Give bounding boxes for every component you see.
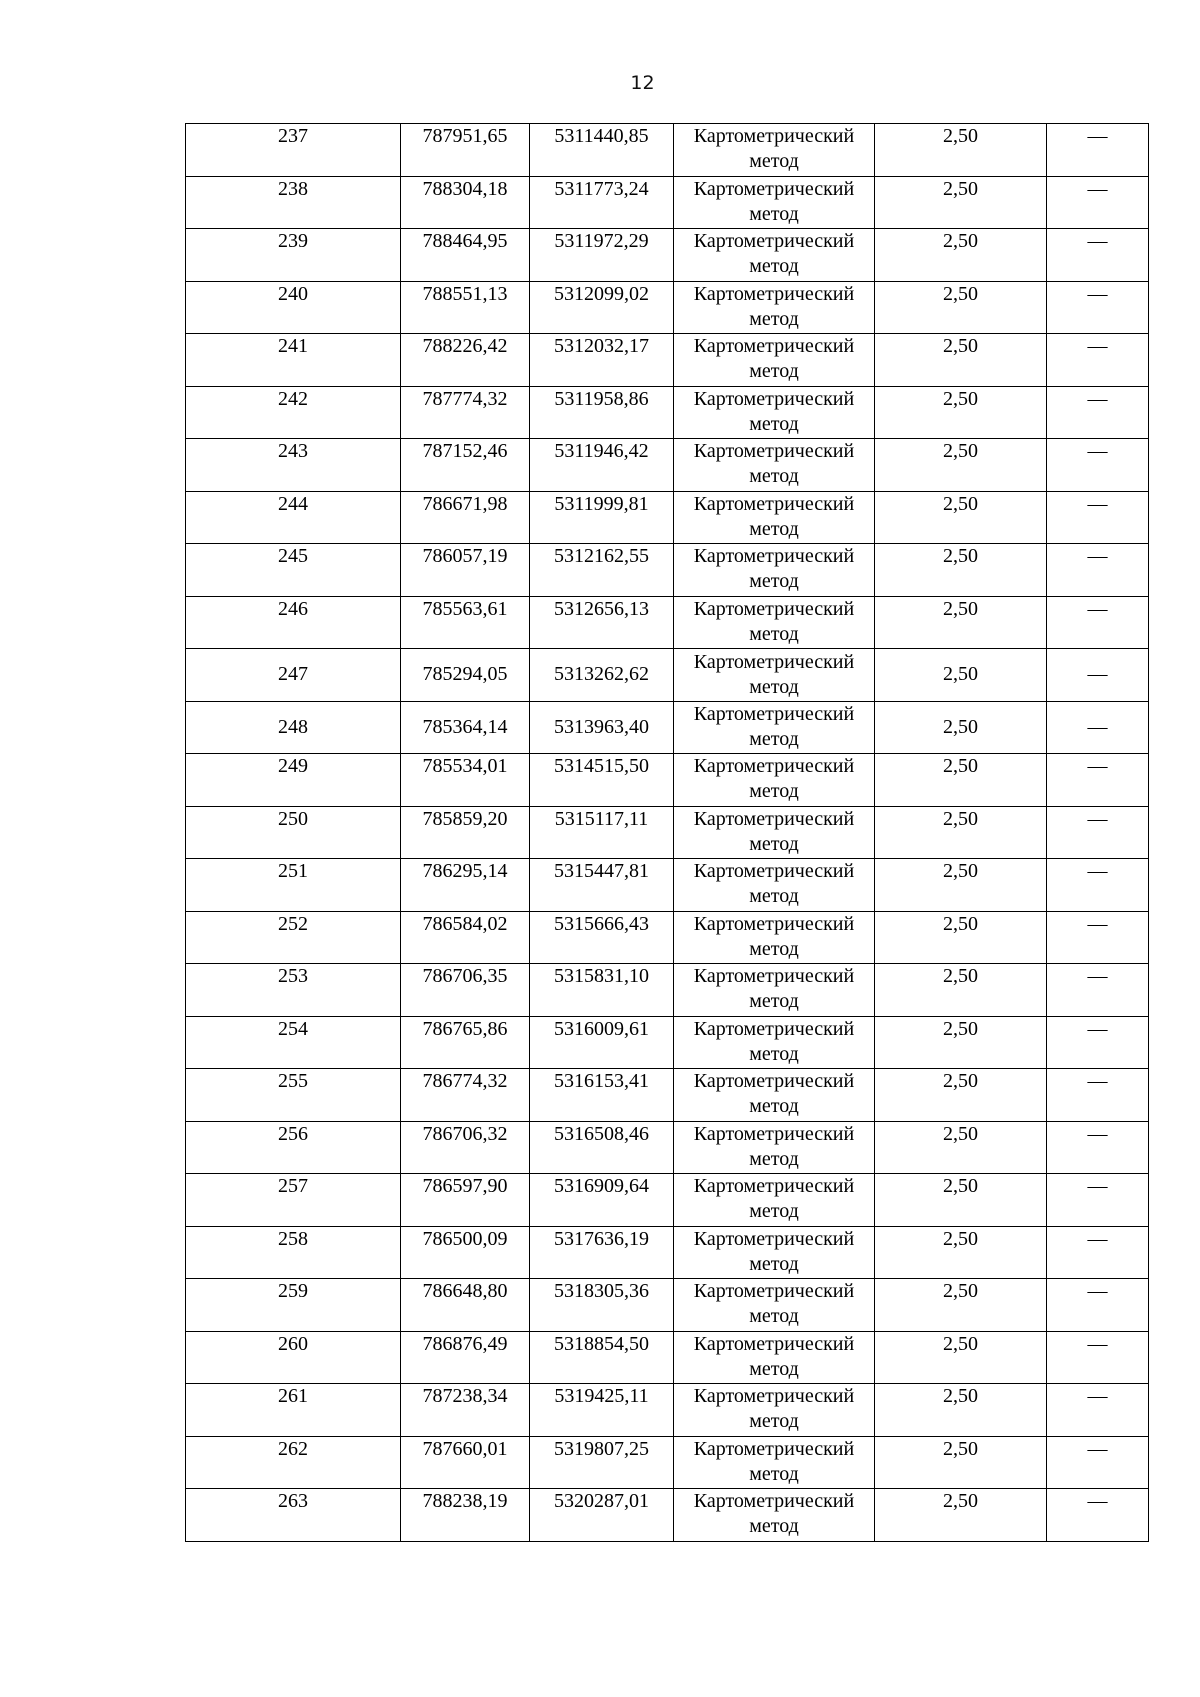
accuracy-cell: 2,50 [875,1384,1047,1437]
accuracy-cell: 2,50 [875,229,1047,282]
accuracy-cell: 2,50 [875,911,1047,964]
note-cell: — [1047,701,1149,754]
method-line-2: метод [749,1147,799,1170]
y-coordinate-cell: 5319807,25 [530,1436,674,1489]
table-row [186,1121,1149,1174]
note-cell: — [1047,386,1149,439]
accuracy-cell: 2,50 [875,1121,1047,1174]
y-coordinate-cell: 5311773,24 [530,176,674,229]
x-coordinate-cell: 786876,49 [401,1331,530,1384]
x-coordinate-cell: 786765,86 [401,1016,530,1069]
table-row [186,859,1149,912]
y-coordinate-cell: 5313963,40 [530,701,674,754]
table-row [186,124,1149,177]
point-number-cell: 243 [186,439,401,492]
point-number-cell: 237 [186,124,401,177]
method-line-1: Картометрический [693,440,855,462]
x-coordinate-cell: 787660,01 [401,1436,530,1489]
method-line-2: метод [749,675,799,698]
x-coordinate-cell: 785364,14 [401,701,530,754]
method-line-2: метод [749,412,799,435]
point-number-cell: 239 [186,229,401,282]
y-coordinate-cell: 5315831,10 [530,964,674,1017]
method-cell [674,544,875,597]
note-cell: — [1047,439,1149,492]
point-number-cell: 253 [186,964,401,1017]
point-number-cell: 256 [186,1121,401,1174]
table-row [186,334,1149,387]
x-coordinate-cell: 787774,32 [401,386,530,439]
point-number-cell: 258 [186,1226,401,1279]
method-line-2: метод [749,1305,799,1327]
accuracy-cell: 2,50 [875,596,1047,649]
note-cell: — [1047,806,1149,859]
note-cell: — [1047,334,1149,387]
accuracy-cell: 2,50 [875,439,1047,492]
x-coordinate-cell: 786597,90 [401,1174,530,1227]
method-line-2: метод [749,360,799,382]
method-cell [674,859,875,912]
accuracy-cell: 2,50 [875,386,1047,439]
accuracy-cell: 2,50 [875,701,1047,754]
table-row [186,491,1149,544]
table-row [186,1489,1149,1542]
x-coordinate-cell: 785534,01 [401,754,530,807]
y-coordinate-cell: 5317636,19 [530,1226,674,1279]
point-number-cell: 255 [186,1069,401,1122]
method-line-1: Картометрический [693,545,855,567]
accuracy-cell: 2,50 [875,334,1047,387]
method-cell [674,1016,875,1069]
method-cell [674,806,875,859]
point-number-cell: 254 [186,1016,401,1069]
method-line-1: Картометрический [693,1332,855,1355]
method-line-1: Картометрический [693,1122,855,1145]
x-coordinate-cell: 786706,35 [401,964,530,1017]
note-cell: — [1047,124,1149,177]
y-coordinate-cell: 5312656,13 [530,596,674,649]
table-row [186,754,1149,807]
y-coordinate-cell: 5312162,55 [530,544,674,597]
method-line-1: Картометрический [693,177,855,200]
accuracy-cell: 2,50 [875,754,1047,807]
page-number: 12 [630,72,655,94]
x-coordinate-cell: 786648,80 [401,1279,530,1332]
accuracy-cell: 2,50 [875,859,1047,912]
method-line-2: метод [749,622,799,645]
y-coordinate-cell: 5319425,11 [530,1384,674,1437]
method-line-1: Картометрический [693,965,855,987]
method-line-2: метод [749,150,799,172]
y-coordinate-cell: 5314515,50 [530,754,674,807]
table-row [186,806,1149,859]
accuracy-cell: 2,50 [875,806,1047,859]
x-coordinate-cell: 785563,61 [401,596,530,649]
note-cell: — [1047,1384,1149,1437]
x-coordinate-cell: 786671,98 [401,491,530,544]
note-cell: — [1047,1016,1149,1069]
method-line-2: метод [749,1357,799,1380]
table-row [186,386,1149,439]
accuracy-cell: 2,50 [875,964,1047,1017]
table-row [186,1226,1149,1279]
accuracy-cell: 2,50 [875,1069,1047,1122]
method-line-1: Картометрический [693,492,855,515]
method-cell [674,491,875,544]
note-cell: — [1047,1121,1149,1174]
point-number-cell: 252 [186,911,401,964]
y-coordinate-cell: 5315666,43 [530,911,674,964]
y-coordinate-cell: 5318854,50 [530,1331,674,1384]
method-line-1: Картометрический [693,1017,855,1040]
method-cell [674,334,875,387]
x-coordinate-cell: 786706,32 [401,1121,530,1174]
method-cell [674,596,875,649]
table-row [186,1279,1149,1332]
accuracy-cell: 2,50 [875,649,1047,702]
method-cell [674,701,875,754]
note-cell: — [1047,1331,1149,1384]
point-number-cell: 263 [186,1489,401,1542]
method-line-2: метод [749,465,799,487]
method-line-2: метод [749,937,799,960]
x-coordinate-cell: 785294,05 [401,649,530,702]
table-row [186,1331,1149,1384]
table-row [186,1069,1149,1122]
method-cell [674,911,875,964]
table-row [186,281,1149,334]
method-line-2: метод [749,990,799,1012]
y-coordinate-cell: 5318305,36 [530,1279,674,1332]
note-cell: — [1047,1436,1149,1489]
method-line-1: Картометрический [693,230,855,252]
method-cell [674,1121,875,1174]
x-coordinate-cell: 788238,19 [401,1489,530,1542]
accuracy-cell: 2,50 [875,491,1047,544]
y-coordinate-cell: 5311999,81 [530,491,674,544]
accuracy-cell: 2,50 [875,544,1047,597]
table-row [186,1016,1149,1069]
accuracy-cell: 2,50 [875,1331,1047,1384]
y-coordinate-cell: 5316909,64 [530,1174,674,1227]
method-line-1: Картометрический [693,703,855,726]
y-coordinate-cell: 5316009,61 [530,1016,674,1069]
point-number-cell: 240 [186,281,401,334]
point-number-cell: 259 [186,1279,401,1332]
method-line-1: Картометрический [693,1437,855,1460]
method-line-2: метод [749,885,799,907]
method-line-2: метод [749,255,799,277]
point-number-cell: 249 [186,754,401,807]
table-row [186,911,1149,964]
method-cell [674,1069,875,1122]
method-cell [674,1436,875,1489]
accuracy-cell: 2,50 [875,124,1047,177]
point-number-cell: 261 [186,1384,401,1437]
note-cell: — [1047,1069,1149,1122]
method-line-2: метод [749,1095,799,1117]
method-line-1: Картометрический [693,1280,855,1302]
x-coordinate-cell: 788226,42 [401,334,530,387]
note-cell: — [1047,1174,1149,1227]
y-coordinate-cell: 5311946,42 [530,439,674,492]
method-line-2: метод [749,570,799,592]
method-line-2: метод [749,202,799,225]
x-coordinate-cell: 787152,46 [401,439,530,492]
x-coordinate-cell: 786584,02 [401,911,530,964]
method-line-2: метод [749,832,799,855]
y-coordinate-cell: 5313262,62 [530,649,674,702]
method-cell [674,1226,875,1279]
note-cell: — [1047,859,1149,912]
method-line-1: Картометрический [693,1385,855,1407]
method-cell [674,1279,875,1332]
y-coordinate-cell: 5315117,11 [530,806,674,859]
method-cell [674,1331,875,1384]
accuracy-cell: 2,50 [875,1174,1047,1227]
point-number-cell: 250 [186,806,401,859]
accuracy-cell: 2,50 [875,1016,1047,1069]
method-line-1: Картометрический [693,1175,855,1197]
table-row [186,1384,1149,1437]
method-line-2: метод [749,728,799,751]
y-coordinate-cell: 5316153,41 [530,1069,674,1122]
x-coordinate-cell: 785859,20 [401,806,530,859]
y-coordinate-cell: 5315447,81 [530,859,674,912]
method-line-1: Картометрический [693,1227,855,1250]
y-coordinate-cell: 5312099,02 [530,281,674,334]
method-line-2: метод [749,1462,799,1485]
method-line-2: метод [749,1200,799,1222]
method-cell [674,386,875,439]
table-row [186,964,1149,1017]
method-line-2: метод [749,517,799,540]
method-cell [674,439,875,492]
point-number-cell: 246 [186,596,401,649]
table-row [186,544,1149,597]
point-number-cell: 248 [186,701,401,754]
accuracy-cell: 2,50 [875,1436,1047,1489]
x-coordinate-cell: 787951,65 [401,124,530,177]
x-coordinate-cell: 786295,14 [401,859,530,912]
note-cell: — [1047,911,1149,964]
method-line-2: метод [749,1252,799,1275]
method-cell [674,229,875,282]
accuracy-cell: 2,50 [875,176,1047,229]
note-cell: — [1047,1279,1149,1332]
method-cell [674,964,875,1017]
table-row [186,229,1149,282]
method-line-1: Картометрический [693,597,855,620]
point-number-cell: 247 [186,649,401,702]
y-coordinate-cell: 5316508,46 [530,1121,674,1174]
method-cell [674,754,875,807]
point-number-cell: 245 [186,544,401,597]
point-number-cell: 238 [186,176,401,229]
method-cell [674,1489,875,1542]
point-number-cell: 241 [186,334,401,387]
note-cell: — [1047,229,1149,282]
note-cell: — [1047,649,1149,702]
point-number-cell: 242 [186,386,401,439]
method-line-1: Картометрический [693,755,855,777]
point-number-cell: 244 [186,491,401,544]
table-row [186,439,1149,492]
method-line-1: Картометрический [693,1490,855,1512]
accuracy-cell: 2,50 [875,1226,1047,1279]
note-cell: — [1047,491,1149,544]
method-line-2: метод [749,1042,799,1065]
accuracy-cell: 2,50 [875,281,1047,334]
method-line-1: Картометрический [693,650,855,673]
table-row [186,701,1149,754]
x-coordinate-cell: 788551,13 [401,281,530,334]
method-line-1: Картометрический [693,912,855,935]
note-cell: — [1047,596,1149,649]
note-cell: — [1047,1226,1149,1279]
accuracy-cell: 2,50 [875,1279,1047,1332]
note-cell: — [1047,754,1149,807]
note-cell: — [1047,281,1149,334]
x-coordinate-cell: 786774,32 [401,1069,530,1122]
note-cell: — [1047,964,1149,1017]
method-line-1: Картометрический [693,335,855,357]
table-row [186,596,1149,649]
x-coordinate-cell: 787238,34 [401,1384,530,1437]
table-row [186,1436,1149,1489]
x-coordinate-cell: 786057,19 [401,544,530,597]
y-coordinate-cell: 5311958,86 [530,386,674,439]
method-line-2: метод [749,307,799,330]
table-row [186,176,1149,229]
method-line-1: Картометрический [693,860,855,882]
method-line-1: Картометрический [693,807,855,830]
table-row [186,1174,1149,1227]
method-cell [674,281,875,334]
method-cell [674,1174,875,1227]
method-line-2: метод [749,1410,799,1432]
table-row [186,649,1149,702]
method-line-1: Картометрический [693,387,855,410]
x-coordinate-cell: 788464,95 [401,229,530,282]
note-cell: — [1047,544,1149,597]
point-number-cell: 251 [186,859,401,912]
method-line-1: Картометрический [693,1070,855,1092]
method-line-1: Картометрический [693,282,855,305]
accuracy-cell: 2,50 [875,1489,1047,1542]
method-line-2: метод [749,780,799,802]
coordinates-table [185,123,1149,1542]
note-cell: — [1047,176,1149,229]
method-cell [674,649,875,702]
coordinates-table-body [186,124,1149,1542]
point-number-cell: 260 [186,1331,401,1384]
method-cell [674,176,875,229]
point-number-cell: 262 [186,1436,401,1489]
method-cell [674,1384,875,1437]
y-coordinate-cell: 5311440,85 [530,124,674,177]
method-cell [674,124,875,177]
point-number-cell: 257 [186,1174,401,1227]
method-line-1: Картометрический [693,125,855,147]
y-coordinate-cell: 5311972,29 [530,229,674,282]
x-coordinate-cell: 786500,09 [401,1226,530,1279]
note-cell: — [1047,1489,1149,1542]
method-line-2: метод [749,1515,799,1537]
x-coordinate-cell: 788304,18 [401,176,530,229]
y-coordinate-cell: 5320287,01 [530,1489,674,1542]
y-coordinate-cell: 5312032,17 [530,334,674,387]
